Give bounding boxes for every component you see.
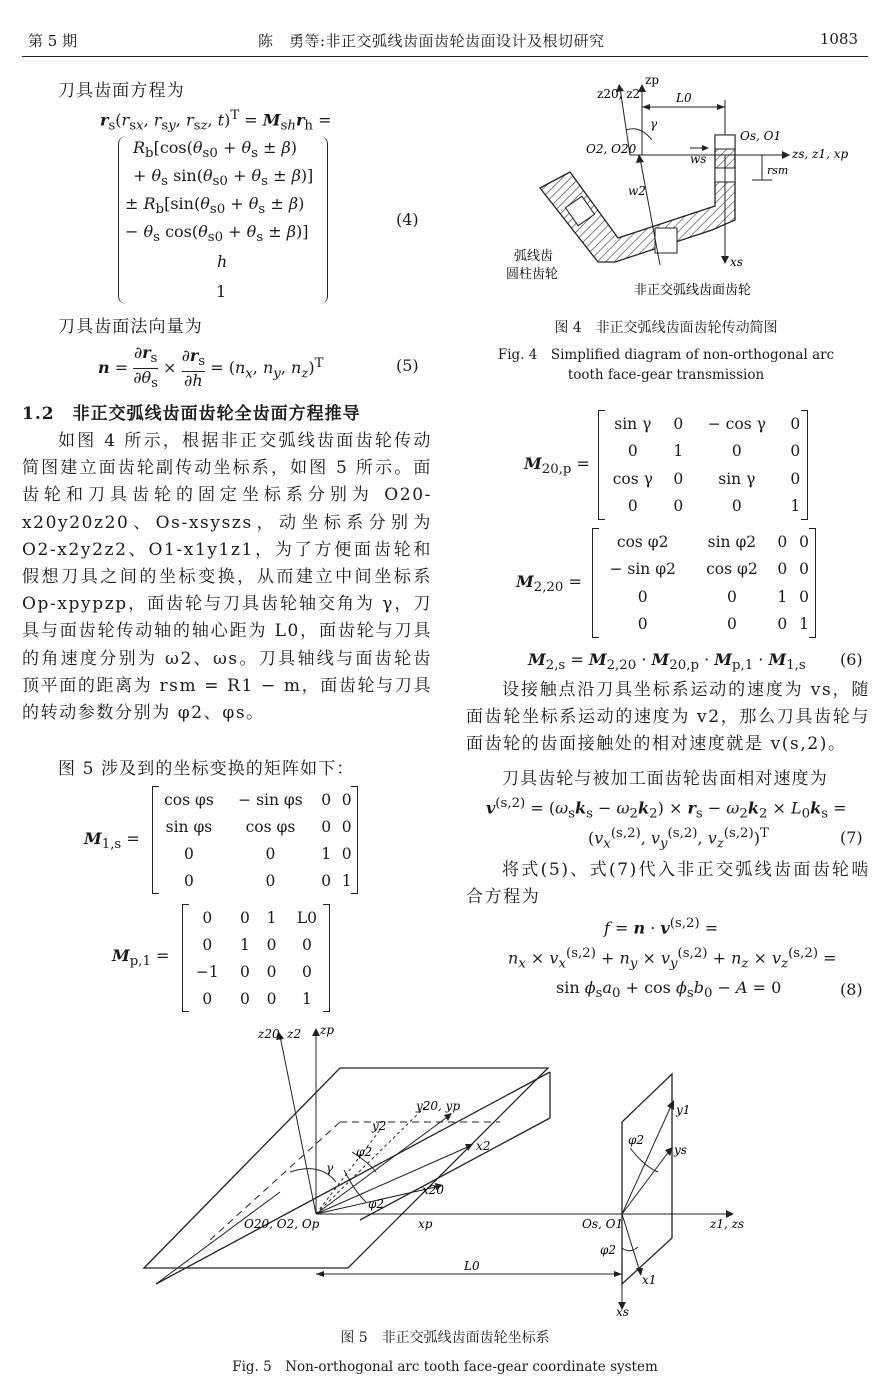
matrix-mp1-cell: 0 bbox=[202, 908, 213, 927]
fig4-label-w2: w2 bbox=[628, 184, 646, 198]
matrix-m1s-cell: 0 bbox=[341, 844, 352, 863]
matrix-m1s-cell: 0 bbox=[321, 871, 332, 890]
fig5-label-y20-yp: y20, yp bbox=[416, 1099, 461, 1113]
fig4-label-l0: L0 bbox=[676, 91, 692, 105]
matrix-mp1-row bbox=[183, 985, 329, 1012]
matrix-m1s-row bbox=[153, 813, 357, 840]
text-tool-surface-equation-intro: 刀具齿面方程为 bbox=[58, 81, 185, 101]
figure-5-caption-en: Fig. 5 Non-orthogonal arc tooth face-gear coordinate system bbox=[232, 1359, 658, 1375]
matrix-m220-cell: cos φ2 bbox=[616, 532, 669, 551]
eq4-row-1: $R_b[\cos(\theta_{s0} + \theta_s \pm \beta)$ bbox=[133, 138, 297, 162]
equation-8-line-1: $f = n \cdot v^{(s,2)}$ = bbox=[604, 916, 719, 938]
matrix-m1s-row bbox=[153, 840, 357, 867]
text-relative-velocity-intro: 刀具齿轮与被加工面齿轮齿面相对速度为 bbox=[502, 769, 828, 789]
matrix-m220 bbox=[592, 528, 816, 638]
matrix-m20p-cell: − cos γ bbox=[707, 414, 766, 433]
fig5-label-phi2-upper: φ2 bbox=[356, 1145, 373, 1159]
matrix-m1s-cell: 0 bbox=[184, 871, 194, 890]
fig5-label-os-o1: Os, O1 bbox=[582, 1217, 624, 1231]
matrix-m1s-cell: 0 bbox=[265, 871, 276, 890]
matrix-mp1-cell: 0 bbox=[202, 989, 213, 1008]
header-rule bbox=[22, 56, 868, 57]
matrix-m1s-cell: sin φs bbox=[165, 817, 213, 836]
matrix-m20p-cell: 0 bbox=[673, 497, 684, 516]
fig5-label-x1: x1 bbox=[642, 1273, 657, 1287]
fig5-label-y2: y2 bbox=[372, 1119, 387, 1133]
eq4-row-2: + $\theta_s$ $\sin(\theta_{s0} + \theta_s \pm \beta)$] bbox=[133, 166, 314, 190]
matrix-m220-cell: 0 bbox=[637, 615, 648, 634]
matrix-m220-cell: 0 bbox=[777, 560, 788, 579]
matrix-m220-cell: 0 bbox=[777, 532, 788, 551]
matrix-mp1-cell: 1 bbox=[239, 935, 250, 954]
eq4-row-5: h bbox=[217, 252, 228, 271]
fig5-label-o20-o2-op: O20, O2, Op bbox=[244, 1217, 320, 1231]
matrix-m1s-cell: cos φs bbox=[164, 790, 214, 809]
eq4-row-3: ± $R_b[\sin(\theta_{s0} + \theta_s \pm \beta)$ bbox=[125, 194, 305, 218]
equation-7-line-1: $v^{(s,2)} = (\omega_sk_s - \omega_2k_2) \times r_s - \omega_2k_2 \times L_0k_s$ = bbox=[486, 796, 847, 822]
fig5-label-xp: xp bbox=[418, 1217, 433, 1231]
matrix-m20p-cell: 0 bbox=[731, 497, 742, 516]
fig5-label-z1-zs: z1, zs bbox=[710, 1217, 745, 1231]
fig4-label-face-gear: 非正交弧线齿面齿轮 bbox=[634, 283, 752, 298]
matrix-m20p-cell: 0 bbox=[790, 442, 801, 461]
fig4-label-cylindrical-gear: 圆柱齿轮 bbox=[506, 267, 559, 282]
equation-8-line-2: $n_x \times v_x^{(s,2)} + n_y \times v_y^{(s,2)} + n_z \times v_z^{(s,2)}$ = bbox=[508, 946, 837, 972]
matrix-mp1-cell: −1 bbox=[195, 962, 219, 981]
eq4-row-6: 1 bbox=[216, 282, 227, 301]
equation-4-lhs: $r_s(r_{sx}$, $r_{sy}$, $r_{sz}$, $t)^T = M_{sh}r_h$ = bbox=[100, 108, 332, 134]
figure-5-diagram bbox=[140, 1022, 760, 1320]
fig4-label-ws: ws bbox=[690, 152, 707, 166]
matrix-m20p-row bbox=[599, 465, 807, 493]
matrix-m220-cell: − sin φ2 bbox=[609, 560, 676, 579]
equation-6-number: (6) bbox=[840, 650, 863, 669]
matrix-m1s-cell: 0 bbox=[321, 790, 332, 809]
fig4-label-o2-o20: O2, O20 bbox=[586, 142, 637, 156]
fig4-label-rsm: rsm bbox=[767, 164, 789, 177]
fig4-label-zp: zp bbox=[645, 73, 660, 87]
matrix-m20p-table bbox=[599, 410, 807, 520]
matrix-mp1-cell: 0 bbox=[239, 908, 250, 927]
matrix-m220-cell: 1 bbox=[799, 615, 810, 634]
matrix-mp1-cell: 0 bbox=[266, 989, 277, 1008]
matrix-m1s-cell: 0 bbox=[321, 817, 332, 836]
fig5-label-x2: x2 bbox=[476, 1139, 491, 1153]
matrix-m220-cell: 0 bbox=[799, 532, 810, 551]
matrix-m1s-cell: 1 bbox=[341, 871, 352, 890]
matrix-mp1-label: $M_{p,1}$ = bbox=[112, 946, 170, 970]
matrix-m220-row bbox=[593, 528, 815, 556]
figure-5-caption-cn: 图 5 非正交弧线齿面齿轮坐标系 bbox=[340, 1330, 550, 1346]
paragraph-relative-velocity: 设接触点沿刀具坐标系运动的速度为 vs，随面齿轮坐标系运动的速度为 v2，那么刀具齿轮与面齿轮的齿面接触处的相对速度就是 v(s,2)。 bbox=[466, 680, 870, 755]
matrix-mp1-cell: 1 bbox=[266, 908, 277, 927]
matrix-m20p-cell: 0 bbox=[673, 414, 684, 433]
fig5-label-xs: xs bbox=[616, 1305, 629, 1319]
matrix-m20p-row bbox=[599, 493, 807, 521]
section-heading-1-2: 1.2 非正交弧线齿面齿轮全齿面方程推导 bbox=[22, 404, 361, 424]
equation-6: $M_{2,s} = M_{2,20} \cdot M_{20,p} \cdot M_{p,1} \cdot M_{1,s}$ bbox=[528, 650, 806, 674]
fig5-label-gamma: γ bbox=[326, 1161, 334, 1175]
matrix-m220-row bbox=[593, 583, 815, 611]
equation-5-number: (5) bbox=[396, 356, 419, 375]
matrix-m220-cell: 0 bbox=[799, 587, 810, 606]
matrix-m220-cell: 0 bbox=[777, 615, 788, 634]
equation-5: n = $\frac{\partial r_s}{\partial\theta_s}$ × $\frac{\partial r_s}{\partial h}$ = ($n_x$, $n_y$, $n_z)^T$ bbox=[98, 343, 324, 392]
text-normal-vector-intro: 刀具齿面法向量为 bbox=[58, 317, 203, 337]
matrix-mp1-cell: 0 bbox=[266, 935, 277, 954]
matrix-mp1-cell: 0 bbox=[239, 962, 250, 981]
figure-4-caption-cn: 图 4 非正交弧线齿面齿轮传动简图 bbox=[554, 320, 778, 336]
matrix-m220-cell: sin φ2 bbox=[707, 532, 757, 551]
matrix-m1s-cell: 0 bbox=[184, 844, 194, 863]
matrix-m220-cell: 0 bbox=[799, 560, 810, 579]
paragraph-coordinate-system: 如图 4 所示，根据非正交弧线齿面齿轮传动简图建立面齿轮副传动坐标系，如图 5 所示。面齿轮和刀具齿轮的固定坐标系分别为 O20-x20y20z20、Os-xsyszs，动坐标系分别为 O2-x2y2z2、O1-x1y1z1，为了方便面齿轮和假想刀具之间的坐标变换，从而建立中间坐标系 Op-xpypzp，面齿轮与刀具齿轮轴交角为 γ，刀具与面齿轮传动轴的轴心距为 L0，面齿轮与刀具的角速度分别为 ω2、ωs。刀具轴线与面齿轮齿顶平面的距离为 rsm = R1 − m，面齿轮与刀具的转动参数分别为 φ2、φs。 bbox=[22, 431, 432, 724]
figure-4-caption-en-2: tooth face-gear transmission bbox=[567, 367, 765, 383]
matrix-mp1-row bbox=[183, 904, 329, 931]
matrix-mp1-cell: 0 bbox=[302, 935, 312, 954]
matrix-m1s-cell: 1 bbox=[321, 844, 332, 863]
matrix-mp1 bbox=[182, 904, 330, 1012]
matrix-m20p-row bbox=[599, 438, 807, 466]
matrix-m1s-row bbox=[153, 786, 357, 813]
matrix-m20p-cell: 0 bbox=[731, 442, 742, 461]
fig5-label-phi2-right: φ2 bbox=[628, 1133, 645, 1147]
fig5-label-l0: L0 bbox=[464, 1259, 480, 1273]
matrix-mp1-cell: 0 bbox=[239, 989, 250, 1008]
matrix-mp1-row bbox=[183, 931, 329, 958]
matrix-m1s-cell: cos φs bbox=[245, 817, 296, 836]
fig5-label-phi2-lower: φ2 bbox=[368, 1197, 385, 1211]
fig4-label-xs: xs bbox=[730, 255, 743, 269]
matrix-mp1-table bbox=[183, 904, 329, 1012]
matrix-m220-cell: 0 bbox=[726, 615, 737, 634]
matrix-mp1-cell: 0 bbox=[202, 935, 213, 954]
equation-8-line-3: $\sin \phi_sa_0 + \cos \phi_sb_0 - A = 0$ bbox=[556, 978, 782, 1002]
matrix-m20p-row bbox=[599, 410, 807, 438]
matrix-m220-cell: 0 bbox=[637, 587, 648, 606]
figure-4-caption-en-1: Fig. 4 Simplified diagram of non-orthogonal arc bbox=[497, 347, 835, 363]
matrix-mp1-cell: L0 bbox=[296, 908, 318, 927]
matrix-m1s bbox=[152, 786, 358, 894]
fig4-label-os-o1: Os, O1 bbox=[740, 129, 782, 143]
matrix-m20p-cell: sin γ bbox=[718, 469, 756, 488]
matrix-m1s-row bbox=[153, 867, 357, 894]
header-page-number: 1083 bbox=[819, 30, 858, 48]
matrix-m220-table bbox=[593, 528, 815, 638]
matrix-m1s-cell: − sin φs bbox=[238, 790, 303, 809]
matrix-m1s-cell: 0 bbox=[341, 790, 352, 809]
matrix-m220-cell: cos φ2 bbox=[706, 560, 758, 579]
matrix-m220-cell: 0 bbox=[726, 587, 737, 606]
matrix-mp1-cell: 0 bbox=[302, 962, 312, 981]
matrix-m1s-cell: 0 bbox=[265, 844, 276, 863]
matrix-mp1-cell: 0 bbox=[266, 962, 277, 981]
matrix-m20p-cell: cos γ bbox=[612, 469, 653, 488]
fig4-label-z20-z2: z20, z2 bbox=[597, 87, 641, 101]
fig5-label-phi2-bottom: φ2 bbox=[600, 1243, 617, 1257]
matrix-m20p-cell: 0 bbox=[627, 497, 638, 516]
fig4-label-arc-gear: 弧线齿 bbox=[514, 249, 554, 264]
matrix-m220-label: $M_{2,20}$ = bbox=[516, 572, 582, 596]
equation-4-number: (4) bbox=[396, 210, 419, 229]
equation-4-vector bbox=[118, 136, 328, 304]
matrix-m20p bbox=[598, 410, 808, 520]
matrix-m20p-cell: 1 bbox=[790, 497, 801, 516]
text-matrix-intro: 图 5 涉及到的坐标变换的矩阵如下： bbox=[58, 759, 355, 779]
matrix-m220-row bbox=[593, 556, 815, 584]
matrix-m220-row bbox=[593, 611, 815, 639]
figure-4-diagram bbox=[500, 70, 880, 305]
fig4-label-zs-z1-xp: zs, z1, xp bbox=[792, 147, 849, 161]
matrix-m1s-label: $M_{1,s}$ = bbox=[84, 829, 140, 853]
fig5-label-ys: ys bbox=[674, 1143, 687, 1157]
fig5-label-y1: y1 bbox=[676, 1103, 691, 1117]
matrix-m1s-table bbox=[153, 786, 357, 894]
fig5-label-z20-z2: z20, z2 bbox=[258, 1027, 302, 1041]
matrix-mp1-row bbox=[183, 958, 329, 985]
matrix-mp1-cell: 1 bbox=[302, 989, 312, 1008]
fig5-label-zp: zp bbox=[320, 1023, 335, 1037]
header-issue: 第 5 期 bbox=[28, 32, 78, 50]
matrix-m20p-cell: 0 bbox=[673, 469, 684, 488]
matrix-m1s-cell: 0 bbox=[341, 817, 352, 836]
fig5-label-x20: x20 bbox=[422, 1183, 445, 1197]
fig4-label-gamma: γ bbox=[650, 117, 658, 131]
header-title: 陈 勇等:非正交弧线齿面齿轮齿面设计及根切研究 bbox=[258, 32, 605, 50]
matrix-m220-cell: 1 bbox=[777, 587, 788, 606]
equation-7-number: (7) bbox=[840, 828, 863, 847]
paragraph-meshing-equation: 将式(5)、式(7)代入非正交弧线齿面齿轮啮合方程为 bbox=[466, 860, 870, 908]
matrix-m20p-cell: 1 bbox=[673, 442, 684, 461]
matrix-m20p-cell: 0 bbox=[790, 469, 801, 488]
eq4-row-4: − $\theta_s$ $\cos(\theta_{s0} + \theta_s \pm \beta)$] bbox=[125, 222, 309, 246]
matrix-m20p-cell: 0 bbox=[627, 442, 638, 461]
matrix-m20p-label: $M_{20,p}$ = bbox=[524, 454, 590, 478]
matrix-m20p-cell: sin γ bbox=[614, 414, 652, 433]
matrix-m20p-cell: 0 bbox=[790, 414, 801, 433]
equation-7-line-2: ($v_x^{(s,2)}$, $v_y^{(s,2)}$, $v_z^{(s,2)})^T$ bbox=[588, 826, 769, 852]
equation-8-number: (8) bbox=[840, 980, 863, 999]
